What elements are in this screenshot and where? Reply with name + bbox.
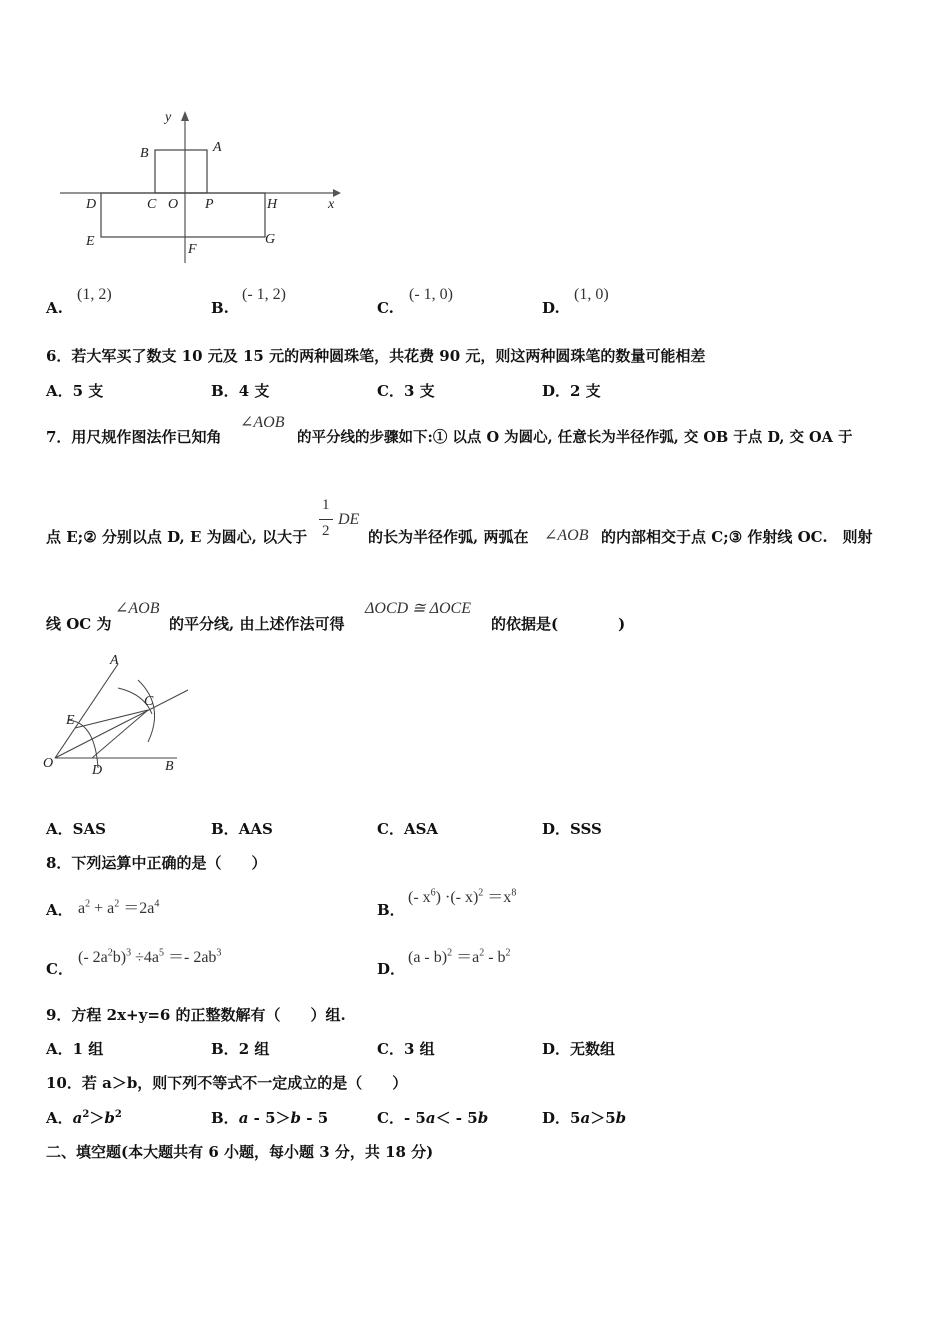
q8-option-d-label[interactable]: D． — [377, 960, 406, 978]
q7-angle-aob-2: ∠AOB — [544, 527, 589, 544]
q8-option-b-expr: (- $x^6$) ·(- $x)^2 =x^8$ — [408, 887, 517, 906]
q5-option-a-label[interactable]: A. — [46, 299, 63, 317]
q6-option-a[interactable]: A．5 支 — [46, 382, 104, 400]
q7-frac-bar — [319, 519, 333, 520]
q6-option-b[interactable]: B．4 支 — [211, 382, 270, 400]
q7-line3-a: 线 OC 为 — [46, 615, 112, 633]
q5-option-d-value: (1, 0) — [574, 286, 609, 303]
label-y: y — [165, 110, 172, 125]
q9-option-c[interactable]: C．3 组 — [377, 1040, 435, 1058]
q8-option-a-expr: $a^2 + a^2 =2a^4$ — [78, 898, 160, 917]
label-H: H — [267, 197, 278, 212]
q7-congruence: ΔOCD ≅ ΔOCE — [365, 600, 471, 617]
label-A: A — [213, 140, 222, 155]
fig2-label-A: A — [110, 653, 119, 668]
coordinate-figure — [55, 105, 355, 270]
q5-option-d-label[interactable]: D. — [542, 299, 560, 317]
q6-stem: 6．若大军买了数支 10 元及 15 元的两种圆珠笔，共花费 90 元，则这两种圆珠笔的数量可能相差 — [46, 347, 706, 365]
q10-stem: 10．若 a＞b，则下列不等式不一定成立的是（ ） — [46, 1074, 408, 1092]
q9-option-b[interactable]: B．2 组 — [211, 1040, 270, 1058]
q5-option-c-label[interactable]: C. — [377, 299, 394, 317]
q8-option-c-label[interactable]: C． — [46, 960, 73, 978]
fig2-label-E: E — [66, 713, 75, 728]
q5-option-b-value: (- 1, 2) — [242, 286, 286, 303]
q5-option-a-value: (1, 2) — [77, 286, 112, 303]
large-rectangle — [101, 193, 265, 237]
label-D: D — [86, 197, 97, 212]
q10-option-d[interactable]: D．5a＞5b — [542, 1109, 627, 1127]
q7-line2-c: 的内部相交于点 C;③ 作射线 OC. 则射 — [601, 528, 873, 546]
fig2-label-C: C — [144, 694, 154, 709]
angle-bisector-figure — [40, 650, 200, 775]
q8-option-c-expr: (- $2a^2b)^3 \div 4a^5 =- 2ab^3$ — [78, 947, 222, 966]
q5-option-c-value: (- 1, 0) — [409, 286, 453, 303]
label-F: F — [188, 242, 197, 257]
q10-option-b[interactable]: B．a - 5＞b - 5 — [211, 1109, 329, 1127]
q8-stem: 8．下列运算中正确的是（ ） — [46, 854, 267, 872]
fig2-label-O: O — [43, 756, 54, 771]
label-B: B — [140, 146, 149, 161]
q8-option-b-label[interactable]: B． — [377, 901, 405, 919]
q7-frac-den: 2 — [322, 523, 330, 539]
fig2-label-B: B — [165, 759, 174, 774]
q9-stem: 9．方程 2x+y=6 的正整数解有（ ）组. — [46, 1006, 346, 1024]
q7-option-d[interactable]: D．SSS — [542, 820, 602, 838]
q6-option-d[interactable]: D．2 支 — [542, 382, 601, 400]
q7-angle-aob-1: ∠AOB — [240, 414, 285, 431]
q10-option-c[interactable]: C．- 5a＜ - 5b — [377, 1109, 489, 1127]
ray-oc — [55, 690, 188, 758]
q9-option-d[interactable]: D．无数组 — [542, 1040, 616, 1058]
small-rectangle — [155, 150, 207, 193]
label-O: O — [168, 197, 179, 212]
label-C: C — [147, 197, 157, 212]
q6-option-c[interactable]: C．3 支 — [377, 382, 435, 400]
label-x: x — [328, 197, 335, 212]
q8-option-d-expr: $(a - b)^2 =a^2 - b^2$ — [408, 947, 511, 966]
q7-angle-aob-3: ∠AOB — [115, 600, 160, 617]
q10-option-a[interactable]: A．$a^2>b^2$ — [46, 1109, 122, 1127]
q7-option-c[interactable]: C．ASA — [377, 820, 439, 838]
q9-option-a[interactable]: A．1 组 — [46, 1040, 104, 1058]
section-2-heading: 二、填空题(本大题共有 6 小题，每小题 3 分，共 18 分) — [46, 1143, 434, 1161]
fig2-label-D: D — [92, 763, 103, 775]
q5-option-b-label[interactable]: B. — [211, 299, 229, 317]
q7-option-b[interactable]: B．AAS — [211, 820, 273, 838]
q7-line1-b: 的平分线的步骤如下:① 以点 O 为圆心, 任意长为半径作弧, 交 OB 于点 D, 交 OA 于 — [297, 429, 853, 446]
q7-line1-a: 7．用尺规作图法作已知角 — [46, 428, 222, 446]
q7-line3-c: 的依据是( ) — [491, 615, 626, 633]
q7-option-a[interactable]: A．SAS — [46, 820, 106, 838]
q7-frac-num: 1 — [322, 497, 330, 513]
q8-option-a-label[interactable]: A． — [46, 901, 73, 919]
label-G: G — [265, 232, 276, 247]
label-P: P — [205, 197, 214, 212]
q7-frac-var: DE — [338, 511, 360, 528]
label-E: E — [86, 234, 95, 249]
q7-line3-b: 的平分线, 由上述作法可得 — [169, 615, 345, 633]
q7-line2-b: 的长为半径作弧, 两弧在 — [368, 528, 529, 546]
q7-line2-a: 点 E;② 分别以点 D, E 为圆心, 以大于 — [46, 528, 308, 546]
